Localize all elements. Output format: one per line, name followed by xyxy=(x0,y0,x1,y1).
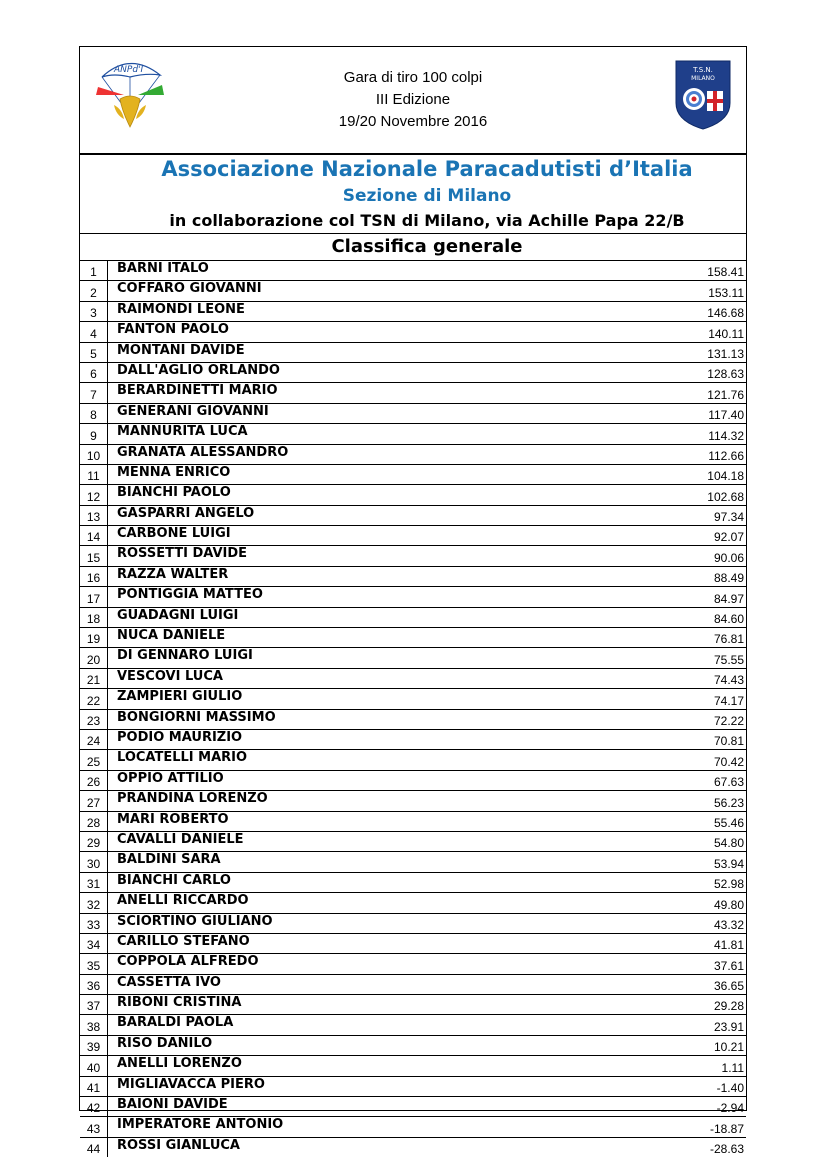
ranking-table-body xyxy=(80,261,746,1157)
table-row xyxy=(80,709,746,729)
table-row xyxy=(80,872,746,892)
rank-position: 27 xyxy=(80,791,108,811)
divider xyxy=(80,233,746,234)
rank-position: 25 xyxy=(80,750,108,770)
table-row xyxy=(80,1076,746,1096)
table-row xyxy=(80,791,746,811)
competitor-name: CARBONE LUIGI xyxy=(108,526,634,546)
competitor-score: 92.07 xyxy=(633,526,746,546)
rank-position: 1 xyxy=(80,261,108,281)
rank-position: 30 xyxy=(80,852,108,872)
event-header xyxy=(80,47,746,155)
event-edition: III Edizione xyxy=(375,91,451,108)
event-date: 19/20 Novembre 2016 xyxy=(338,113,488,130)
competitor-name: DALL'AGLIO ORLANDO xyxy=(108,362,634,382)
competitor-name: BARALDI PAOLA xyxy=(108,1015,634,1035)
rank-position: 26 xyxy=(80,770,108,790)
table-row xyxy=(80,831,746,851)
competitor-score: 128.63 xyxy=(633,362,746,382)
competitor-score: -28.63 xyxy=(709,1142,744,1157)
event-title: Gara di tiro 100 colpi xyxy=(343,69,483,86)
rank-position: 33 xyxy=(80,913,108,933)
rank-position: 22 xyxy=(80,689,108,709)
table-row xyxy=(80,281,746,301)
table-row xyxy=(80,1117,746,1137)
ranking-table xyxy=(80,261,746,1157)
association-name: Associazione Nazionale Paracadutisti d’Italia xyxy=(161,157,693,181)
table-row xyxy=(80,424,746,444)
competitor-score: 1.11 xyxy=(633,1056,746,1076)
rank-position: 41 xyxy=(80,1076,108,1096)
competitor-name: NUCA DANIELE xyxy=(108,628,634,648)
competitor-name: MENNA ENRICO xyxy=(108,464,634,484)
rank-position: 35 xyxy=(80,954,108,974)
competitor-name: VESCOVI LUCA xyxy=(108,668,634,688)
table-row xyxy=(80,852,746,872)
table-row xyxy=(80,362,746,382)
competitor-name: BIANCHI PAOLO xyxy=(108,485,634,505)
table-row xyxy=(80,995,746,1015)
table-row xyxy=(80,505,746,525)
competitor-name: RISO DANILO xyxy=(108,1035,634,1055)
rank-position: 42 xyxy=(80,1097,108,1117)
rank-position: 19 xyxy=(80,628,108,648)
competitor-score: 36.65 xyxy=(633,974,746,994)
competitor-name: ROSSETTI DAVIDE xyxy=(108,546,634,566)
table-row xyxy=(80,689,746,709)
rank-position: 4 xyxy=(80,322,108,342)
competitor-name: BIANCHI CARLO xyxy=(108,872,634,892)
table-row xyxy=(80,811,746,831)
table-row xyxy=(80,464,746,484)
competitor-name: MONTANI DAVIDE xyxy=(108,342,634,362)
table-row xyxy=(80,1015,746,1035)
rank-position: 20 xyxy=(80,648,108,668)
competitor-score: 131.13 xyxy=(633,342,746,362)
rank-position: 31 xyxy=(80,872,108,892)
rank-position: 39 xyxy=(80,1035,108,1055)
event-info xyxy=(80,67,746,133)
competitor-name: BALDINI SARA xyxy=(108,852,634,872)
competitor-name: DI GENNARO LUIGI xyxy=(108,648,634,668)
table-row xyxy=(80,750,746,770)
competitor-score: 43.32 xyxy=(633,913,746,933)
table-row xyxy=(80,301,746,321)
competitor-name: GASPARRI ANGELO xyxy=(108,505,634,525)
table-row xyxy=(80,628,746,648)
competitor-score: -2.94 xyxy=(633,1097,746,1117)
competitor-name: MANNURITA LUCA xyxy=(108,424,634,444)
competitor-score: 112.66 xyxy=(633,444,746,464)
table-row xyxy=(80,770,746,790)
table-row xyxy=(80,1056,746,1076)
table-row xyxy=(80,607,746,627)
competitor-score: 55.46 xyxy=(633,811,746,831)
collaboration-note: in collaborazione col TSN di Milano, via Achille Papa 22/B xyxy=(169,211,685,230)
rank-position: 44 xyxy=(80,1137,108,1157)
table-row xyxy=(80,526,746,546)
competitor-name: OPPIO ATTILIO xyxy=(108,770,634,790)
competitor-score: 117.40 xyxy=(633,403,746,423)
competitor-name: PRANDINA LORENZO xyxy=(108,791,634,811)
competitor-score: 54.80 xyxy=(633,831,746,851)
table-row xyxy=(80,566,746,586)
competitor-name: BARNI ITALO xyxy=(108,261,634,281)
competitor-score: 74.17 xyxy=(633,689,746,709)
rank-position: 14 xyxy=(80,526,108,546)
table-row xyxy=(80,546,746,566)
competitor-score: 67.63 xyxy=(633,770,746,790)
table-row xyxy=(80,383,746,403)
competitor-score: -1.40 xyxy=(633,1076,746,1096)
competitor-score: 114.32 xyxy=(633,424,746,444)
competitor-name: SCIORTINO GIULIANO xyxy=(108,913,634,933)
competitor-score: 29.28 xyxy=(633,995,746,1015)
rank-position: 17 xyxy=(80,587,108,607)
competitor-score: 76.81 xyxy=(633,628,746,648)
competitor-score: -18.87 xyxy=(633,1117,746,1137)
competitor-score: 52.98 xyxy=(633,872,746,892)
competitor-score: 74.43 xyxy=(633,668,746,688)
table-row xyxy=(80,587,746,607)
competitor-score: 53.94 xyxy=(633,852,746,872)
rank-position: 37 xyxy=(80,995,108,1015)
competitor-name: GUADAGNI LUIGI xyxy=(108,607,634,627)
competitor-name: MARI ROBERTO xyxy=(108,811,634,831)
competitor-score: 84.60 xyxy=(633,607,746,627)
competitor-score: 104.18 xyxy=(633,464,746,484)
competitor-score: 97.34 xyxy=(633,505,746,525)
table-row xyxy=(80,974,746,994)
rank-position: 15 xyxy=(80,546,108,566)
rank-position: 3 xyxy=(80,301,108,321)
competitor-score: 90.06 xyxy=(633,546,746,566)
competitor-name: MIGLIAVACCA PIERO xyxy=(108,1076,634,1096)
table-row xyxy=(80,1035,746,1055)
rank-position: 2 xyxy=(80,281,108,301)
competitor-name: ZAMPIERI GIULIO xyxy=(108,689,634,709)
table-row xyxy=(80,444,746,464)
competitor-name: CAVALLI DANIELE xyxy=(108,831,634,851)
table-row xyxy=(80,893,746,913)
competitor-score: 70.42 xyxy=(633,750,746,770)
table-row xyxy=(80,729,746,749)
rank-position: 5 xyxy=(80,342,108,362)
competitor-score: 84.97 xyxy=(633,587,746,607)
rank-position: 38 xyxy=(80,1015,108,1035)
competitor-score: 102.68 xyxy=(633,485,746,505)
competitor-name: COPPOLA ALFREDO xyxy=(108,954,634,974)
competitor-name: BAIONI DAVIDE xyxy=(108,1097,634,1117)
competitor-name: CASSETTA IVO xyxy=(108,974,634,994)
competitor-name: GENERANI GIOVANNI xyxy=(108,403,634,423)
competitor-score: 10.21 xyxy=(633,1035,746,1055)
rank-position: 43 xyxy=(80,1117,108,1137)
competitor-name: ANELLI LORENZO xyxy=(108,1056,634,1076)
competitor-score: 88.49 xyxy=(633,566,746,586)
competitor-score: 23.91 xyxy=(633,1015,746,1035)
competitor-name: GRANATA ALESSANDRO xyxy=(108,444,634,464)
competitor-score: 56.23 xyxy=(633,791,746,811)
competitor-name: FANTON PAOLO xyxy=(108,322,634,342)
rank-position: 18 xyxy=(80,607,108,627)
rank-position: 9 xyxy=(80,424,108,444)
tsn-milano-shield-logo-icon xyxy=(674,59,732,131)
competitor-name: BERARDINETTI MARIO xyxy=(108,383,634,403)
rank-position: 29 xyxy=(80,831,108,851)
competitor-name: BONGIORNI MASSIMO xyxy=(108,709,634,729)
table-row xyxy=(80,668,746,688)
competitor-score: 70.81 xyxy=(633,729,746,749)
competitor-score: 72.22 xyxy=(633,709,746,729)
rank-position: 34 xyxy=(80,933,108,953)
table-row xyxy=(80,1097,746,1117)
competitor-name: RIBONI CRISTINA xyxy=(108,995,634,1015)
rank-position: 21 xyxy=(80,668,108,688)
table-row xyxy=(80,403,746,423)
rank-position: 16 xyxy=(80,566,108,586)
rank-position: 6 xyxy=(80,362,108,382)
competitor-score: 37.61 xyxy=(633,954,746,974)
competitor-name: PONTIGGIA MATTEO xyxy=(108,587,634,607)
rank-position: 7 xyxy=(80,383,108,403)
milano-logo-text: MILANO xyxy=(691,75,715,82)
competitor-score: 75.55 xyxy=(633,648,746,668)
competitor-name: COFFARO GIOVANNI xyxy=(108,281,634,301)
association-section: Sezione di Milano xyxy=(342,186,512,206)
table-row xyxy=(80,322,746,342)
rank-position: 13 xyxy=(80,505,108,525)
competitor-name: RAZZA WALTER xyxy=(108,566,634,586)
results-sheet xyxy=(79,46,747,1157)
rank-position: 24 xyxy=(80,729,108,749)
competitor-score: 121.76 xyxy=(633,383,746,403)
rank-position: 10 xyxy=(80,444,108,464)
competitor-score: 146.68 xyxy=(633,301,746,321)
table-row xyxy=(80,648,746,668)
tsn-logo-text: T.S.N. xyxy=(693,66,713,74)
table-row xyxy=(80,1137,746,1157)
anpdi-logo-text: ANPd'I xyxy=(114,65,144,75)
rank-position: 28 xyxy=(80,811,108,831)
competitor-score: 153.11 xyxy=(633,281,746,301)
rank-position: 8 xyxy=(80,403,108,423)
competitor-score: 140.11 xyxy=(633,322,746,342)
competitor-name: RAIMONDI LEONE xyxy=(108,301,634,321)
rank-position: 40 xyxy=(80,1056,108,1076)
competitor-name: LOCATELLI MARIO xyxy=(108,750,634,770)
competitor-score: 158.41 xyxy=(633,261,746,281)
competitor-name: IMPERATORE ANTONIO xyxy=(108,1117,634,1137)
rank-position: 36 xyxy=(80,974,108,994)
rank-position: 32 xyxy=(80,893,108,913)
classification-title: Classifica generale xyxy=(331,236,523,257)
table-row xyxy=(80,485,746,505)
competitor-name: CARILLO STEFANO xyxy=(108,933,634,953)
rank-position: 11 xyxy=(80,464,108,484)
table-row xyxy=(80,954,746,974)
competitor-name: PODIO MAURIZIO xyxy=(108,729,634,749)
competitor-name: ROSSI GIANLUCA xyxy=(117,1137,240,1153)
competitor-score: 49.80 xyxy=(633,893,746,913)
table-row xyxy=(80,913,746,933)
competitor-score: 41.81 xyxy=(633,933,746,953)
rank-position: 23 xyxy=(80,709,108,729)
rank-position: 12 xyxy=(80,485,108,505)
competitor-name: ANELLI RICCARDO xyxy=(108,893,634,913)
table-row xyxy=(80,933,746,953)
table-row xyxy=(80,261,746,281)
table-row xyxy=(80,342,746,362)
